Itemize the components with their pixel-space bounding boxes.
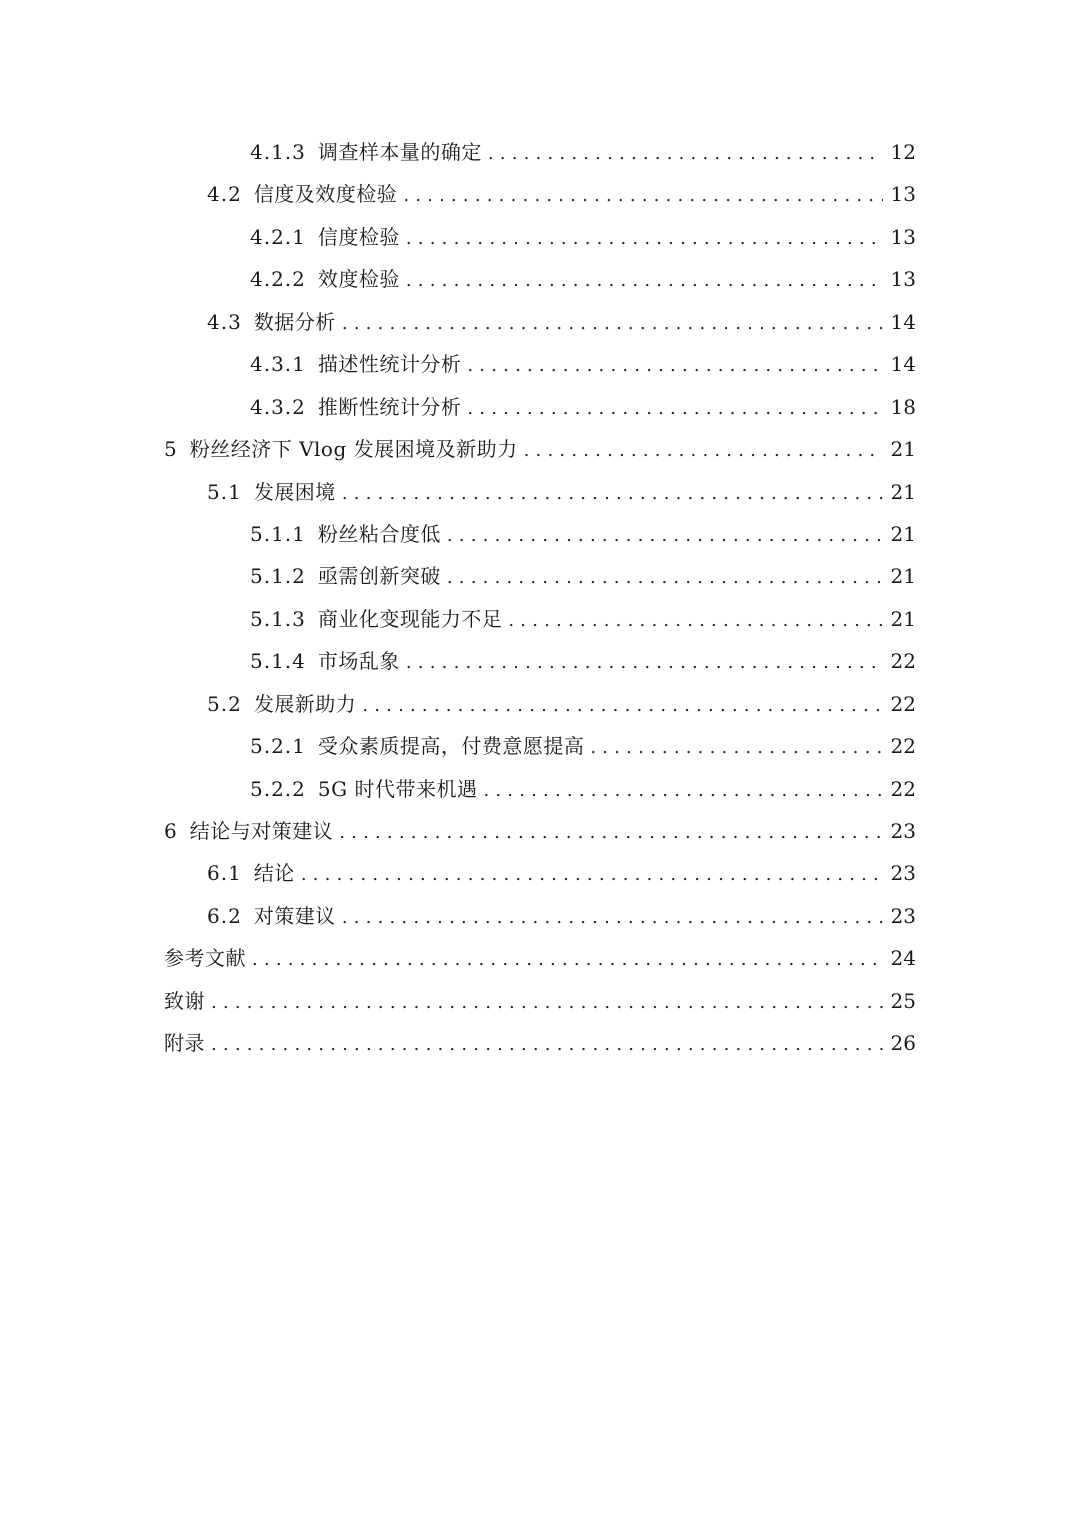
toc-entry-title: 推断性统计分析 <box>317 394 462 419</box>
toc-entry[interactable] <box>164 471 916 513</box>
toc-entry-title: 5G 时代带来机遇 <box>317 776 478 801</box>
toc-entry-title: 参考文献 <box>164 946 246 971</box>
toc-entry-page-number: 22 <box>890 649 916 674</box>
toc-entry-number: 5.2.1 <box>250 734 306 759</box>
toc-entry-page-number: 21 <box>890 564 916 589</box>
toc-dot-leader <box>590 727 882 769</box>
toc-entry[interactable] <box>164 937 916 979</box>
toc-entry-number: 5.1.4 <box>250 649 306 674</box>
toc-entry-number: 5.1 <box>207 479 242 504</box>
toc-dot-leader <box>508 600 882 642</box>
toc-entry-title: 商业化变现能力不足 <box>317 606 503 631</box>
toc-entry-page-number: 21 <box>890 479 916 504</box>
toc-entry-title: 描述性统计分析 <box>317 352 462 377</box>
toc-entry-title: 调查样本量的确定 <box>317 140 482 164</box>
toc-entry-number: 5.1.2 <box>250 564 306 589</box>
toc-entry-page-number: 23 <box>890 861 916 886</box>
toc-entry-number: 4.2 <box>207 182 242 207</box>
toc-entry[interactable] <box>164 810 916 852</box>
toc-dot-leader <box>467 388 882 430</box>
toc-dot-leader <box>483 770 882 812</box>
toc-entry[interactable] <box>164 555 916 597</box>
toc-entry-title: 信度及效度检验 <box>253 182 398 207</box>
toc-entry-page-number: 21 <box>890 437 916 462</box>
toc-entry-title: 对策建议 <box>253 903 336 928</box>
toc-entry[interactable] <box>164 131 916 173</box>
toc-entry-title: 亟需创新突破 <box>317 564 441 589</box>
toc-entry-title: 结论与对策建议 <box>189 819 334 843</box>
toc-entry[interactable] <box>164 1022 916 1064</box>
toc-entry[interactable] <box>164 852 916 894</box>
toc-entry-title: 结论 <box>253 861 295 886</box>
toc-entry-page-number: 14 <box>890 352 916 377</box>
toc-dot-leader <box>342 897 883 939</box>
toc-entry[interactable] <box>164 258 916 300</box>
toc-dot-leader <box>524 430 883 472</box>
toc-entry-number: 4.3 <box>207 309 242 334</box>
toc-entry-page-number: 23 <box>890 903 916 928</box>
toc-dot-leader <box>342 473 883 515</box>
toc-entry-page-number: 12 <box>890 140 916 164</box>
toc-entry[interactable] <box>164 343 916 385</box>
toc-entry-number: 4.2.2 <box>250 267 306 292</box>
toc-entry[interactable] <box>164 301 916 343</box>
toc-entry-number: 5.1.3 <box>250 606 306 631</box>
toc-entry[interactable] <box>164 895 916 937</box>
toc-entry[interactable] <box>164 598 916 640</box>
toc-entry-number: 6.2 <box>207 903 242 928</box>
toc-dot-leader <box>467 345 882 387</box>
toc-entry-title: 信度检验 <box>317 224 400 249</box>
toc-entry-number: 4.1.3 <box>250 140 306 164</box>
toc-entry-title: 效度检验 <box>317 267 400 292</box>
toc-entry-number: 5.1.1 <box>250 521 306 546</box>
toc-entry[interactable] <box>164 386 916 428</box>
toc-entry-page-number: 25 <box>890 988 916 1013</box>
toc-dot-leader <box>488 133 883 175</box>
toc-entry-page-number: 13 <box>890 267 916 292</box>
toc-entry[interactable] <box>164 683 916 725</box>
toc-entry[interactable] <box>164 980 916 1022</box>
toc-entry-title: 市场乱象 <box>317 649 400 674</box>
toc-entry-number: 5 <box>164 437 178 462</box>
toc-entry-page-number: 22 <box>890 776 916 801</box>
toc-dot-leader <box>342 303 883 345</box>
toc-entry-page-number: 14 <box>890 309 916 334</box>
toc-entry-page-number: 18 <box>890 394 916 419</box>
toc-dot-leader <box>211 982 883 1024</box>
toc-dot-leader <box>447 557 883 599</box>
toc-dot-leader <box>211 1024 883 1066</box>
toc-entry-page-number: 24 <box>890 946 916 971</box>
toc-entry-title: 致谢 <box>164 988 205 1013</box>
toc-dot-leader <box>362 685 882 727</box>
table-of-contents <box>164 131 916 1065</box>
toc-entry-page-number: 13 <box>890 182 916 207</box>
toc-entry-title: 发展新助力 <box>253 691 357 716</box>
toc-dot-leader <box>447 515 883 557</box>
toc-entry-page-number: 21 <box>890 606 916 631</box>
toc-entry-number: 6 <box>164 819 178 843</box>
toc-dot-leader <box>301 854 883 896</box>
toc-entry-title: 粉丝粘合度低 <box>317 521 441 546</box>
toc-entry-title: 受众素质提高，付费意愿提高 <box>317 734 585 759</box>
toc-entry-page-number: 22 <box>890 734 916 759</box>
toc-entry-title: 数据分析 <box>253 309 336 334</box>
toc-entry[interactable] <box>164 725 916 767</box>
toc-dot-leader <box>406 642 883 684</box>
toc-dot-leader <box>406 260 883 302</box>
toc-dot-leader <box>339 812 882 854</box>
toc-entry-number: 5.2.2 <box>250 776 306 801</box>
toc-entry-page-number: 26 <box>890 1031 916 1056</box>
toc-entry-number: 6.1 <box>207 861 242 886</box>
toc-entry-page-number: 23 <box>890 819 916 843</box>
toc-entry-page-number: 13 <box>890 224 916 249</box>
toc-entry[interactable] <box>164 640 916 682</box>
toc-entry[interactable] <box>164 513 916 555</box>
toc-entry-number: 5.2 <box>207 691 242 716</box>
toc-entry[interactable] <box>164 428 916 470</box>
toc-entry-number: 4.2.1 <box>250 224 306 249</box>
toc-dot-leader <box>406 218 883 260</box>
toc-dot-leader <box>252 939 883 981</box>
toc-entry-number: 4.3.1 <box>250 352 306 377</box>
toc-entry[interactable] <box>164 216 916 258</box>
toc-entry-page-number: 21 <box>890 521 916 546</box>
toc-entry-number: 4.3.2 <box>250 394 306 419</box>
toc-dot-leader <box>403 175 882 217</box>
toc-entry-title: 粉丝经济下 Vlog 发展困境及新助力 <box>189 437 518 462</box>
toc-entry[interactable] <box>164 173 916 215</box>
toc-entry-page-number: 22 <box>890 691 916 716</box>
toc-entry-title: 发展困境 <box>253 479 336 504</box>
toc-entry-title: 附录 <box>164 1031 205 1056</box>
toc-entry[interactable] <box>164 768 916 810</box>
